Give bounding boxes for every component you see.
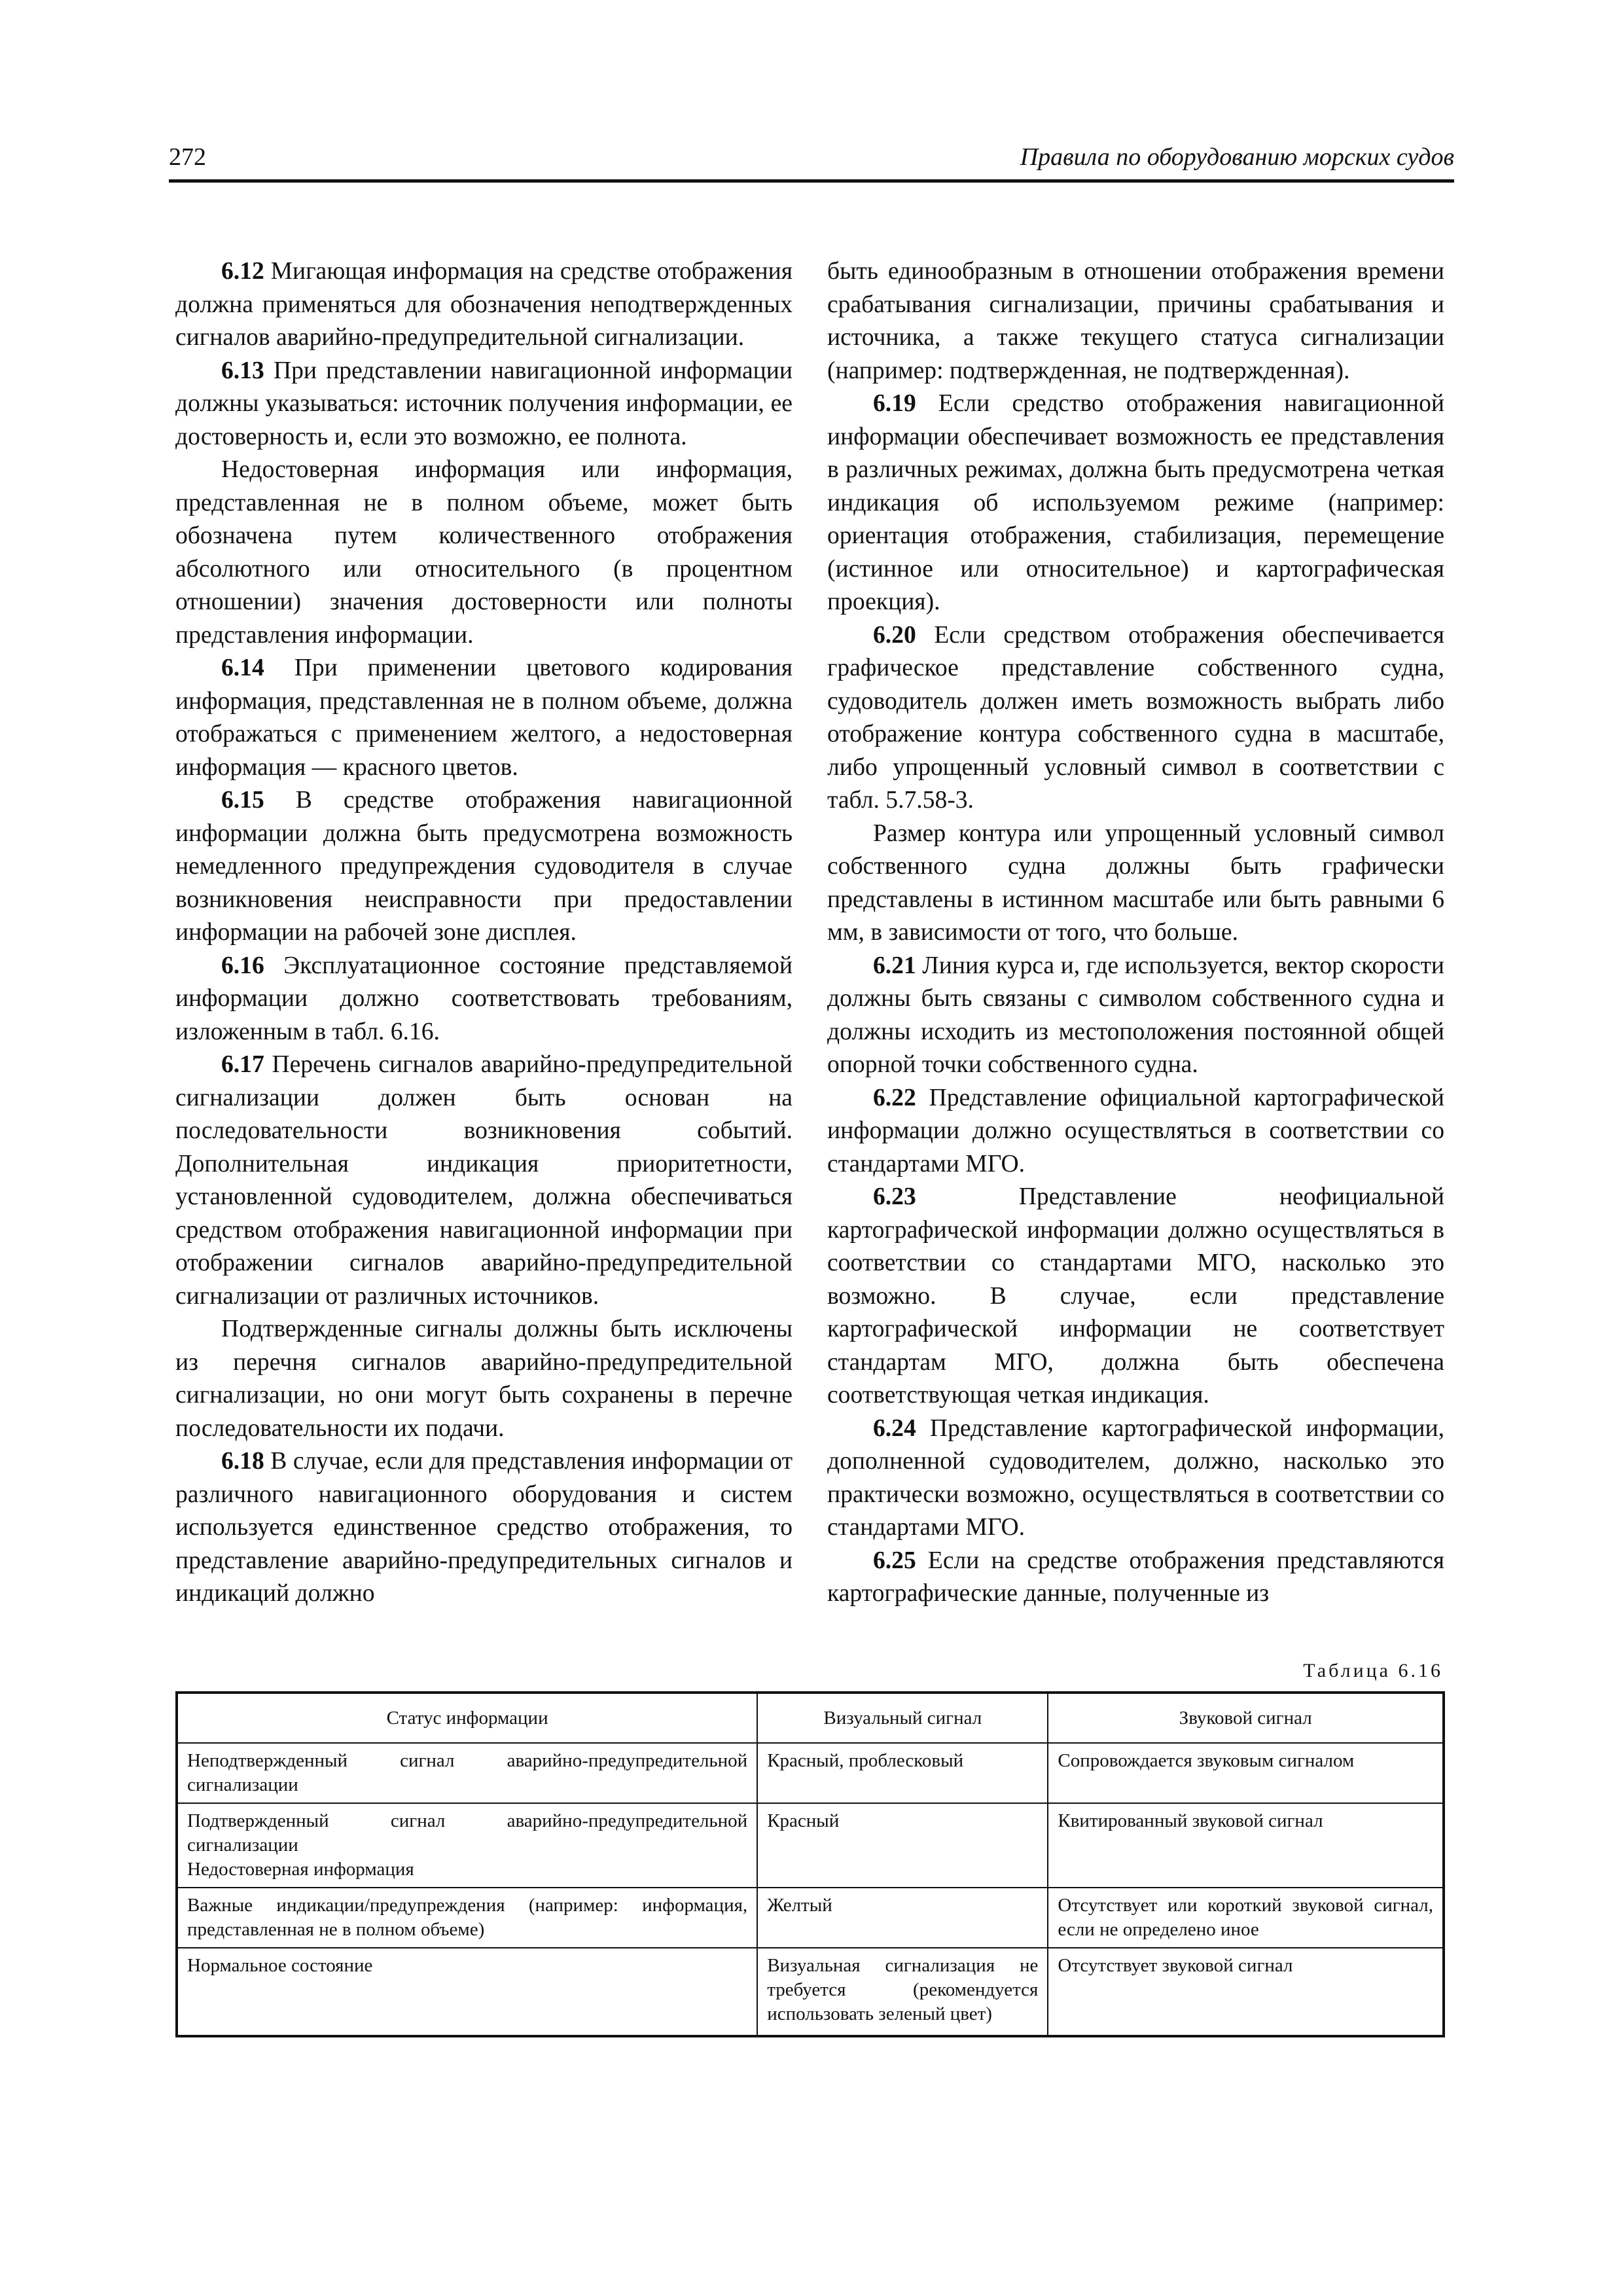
paragraph-text: В средстве отображения навигационной информации должна быть предусмотрена возможность немедленного предупреждения судоводителя в случае возникновения неисправности при предоставлении информации на рабочей зоне дисплея. [175,787,793,946]
clause-number: 6.24 [873,1414,916,1442]
paragraph-text: Представление картографической информации, дополненной судоводителем, должно, насколько это практически возможно, осуществляться в соответствии со стандартами МГО. [827,1414,1444,1541]
page-header [169,143,1454,183]
right-column [827,255,1444,1611]
clause-number: 6.18 [221,1448,264,1475]
paragraph [175,1445,793,1611]
clause-number: 6.20 [873,621,916,649]
paragraph [827,1412,1444,1545]
table-header-row [177,1693,1444,1743]
paragraph [827,1545,1444,1611]
clause-number: 6.19 [873,390,916,417]
clause-number: 6.23 [873,1183,916,1210]
paragraph-text: Представление неофициальной картографической информации должно осуществляться в соответствии со стандартами МГО, насколько это возможно. В случае, если представление картографической информации не соответствует стандартам МГО, должна быть обеспечена соответствующая четкая индикация. [827,1183,1444,1408]
paragraph-text: Мигающая информация на средстве отображения должна применяться для обозначения неподтвержденных сигналов аварийно-предупредительной сигнализации. [175,258,793,351]
clause-number: 6.16 [221,952,264,979]
paragraph [175,1313,793,1445]
status-table [175,1691,1445,2037]
column-header: Звуковой сигнал [1048,1693,1444,1743]
paragraph [827,1082,1444,1181]
table-cell: Красный, проблесковый [757,1743,1048,1803]
table-row [177,1888,1444,1948]
page-number: 272 [169,143,206,171]
clause-number: 6.12 [221,258,264,285]
table-row [177,1743,1444,1803]
table-cell: Сопровождается звуковым сигналом [1048,1743,1444,1803]
paragraph-text: Размер контура или упрощенный условный символ собственного судна должны быть графически представлены в истинном масштабе или быть равными 6 мм, в зависимости от того, что больше. [827,819,1444,946]
paragraph [175,454,793,652]
clause-number: 6.14 [221,655,264,681]
paragraph-text: При применении цветового кодирования информация, представленная не в полном объеме, должна отображаться с применением желтого, а недостоверная информация — красного цветов. [175,655,793,781]
table-cell: Визуальная сигнализация не требуется (рекомендуется использовать зеленый цвет) [757,1948,1048,2036]
left-column [175,255,793,1611]
paragraph [175,355,793,454]
paragraph [827,950,1444,1082]
running-title: Правила по оборудованию морских судов [1020,143,1454,171]
table-cell: Отсутствует или короткий звуковой сигнал, если не определено иное [1048,1888,1444,1948]
clause-number: 6.15 [221,787,264,814]
clause-number: 6.22 [873,1084,916,1111]
paragraph-text: Эксплуатационное состояние представляемой информации должно соответствовать требованиям, изложенным в табл. 6.16. [175,952,793,1045]
table-caption: Таблица 6.16 [1303,1660,1443,1681]
paragraph [827,387,1444,619]
table-cell: Желтый [757,1888,1048,1948]
table-cell: Квитированный звуковой сигнал [1048,1803,1444,1888]
paragraph [827,817,1444,950]
paragraph [175,1049,793,1313]
paragraph-text: Подтвержденные сигналы должны быть исключены из перечня сигналов аварийно-предупредительной сигнализации, но они могут быть сохранены в перечне последовательности их подачи. [175,1316,793,1442]
table-cell: Подтвержденный сигнал аварийно-предупредительной сигнализации Недостоверная информация [177,1803,757,1888]
paragraph-text: Если средством отображения обеспечивается графическое представление собственного судна, судоводитель должен иметь возможность выбрать либо отображение контура собственного судна в масштабе, либо упрощенный условный символ в соответствии с табл. 5.7.58-3. [827,621,1444,814]
column-header: Визуальный сигнал [757,1693,1048,1743]
paragraph [175,652,793,784]
table-cell: Неподтвержденный сигнал аварийно-предупредительной сигнализации [177,1743,757,1803]
paragraph [175,950,793,1049]
column-header: Статус информации [177,1693,757,1743]
paragraph [827,255,1444,387]
table-row [177,1803,1444,1888]
clause-number: 6.13 [221,357,264,384]
paragraph-text: При представлении навигационной информации должны указываться: источник получения информации, ее достоверность и, если это возможно, ее полнота. [175,357,793,450]
table-row [177,1948,1444,2036]
paragraph-text: В случае, если для представления информации от различного навигационного оборудования и систем используется единственное средство отображения, то представление аварийно-предупредительных сигналов и индикаций должно [175,1448,793,1607]
paragraph [827,619,1444,817]
paragraph-text: Представление официальной картографической информации должно осуществляться в соответствии со стандартами МГО. [827,1084,1444,1177]
clause-number: 6.25 [873,1547,916,1574]
paragraph-text: Если средство отображения навигационной информации обеспечивает возможность ее представления в различных режимах, должна быть предусмотрена четкая индикация об используемом режиме (например: ориентация отображения, стабилизация, перемещение (истинное или относительное) и картографическая проекция). [827,390,1444,615]
paragraph-text: Линия курса и, где используется, вектор скорости должны быть связаны с символом собственного судна и должны исходить из местоположения постоянной общей опорной точки собственного судна. [827,952,1444,1078]
paragraph-text: быть единообразным в отношении отображения времени срабатывания сигнализации, причины срабатывания и источника, а также текущего статуса сигнализации (например: подтвержденная, не подтвержденная). [827,258,1444,384]
paragraph [827,1181,1444,1412]
paragraph [175,255,793,355]
table-cell: Нормальное состояние [177,1948,757,2036]
paragraph [175,784,793,950]
paragraph-text: Недостоверная информация или информация, представленная не в полном объеме, может быть обозначена путем количественного отображения абсолютного или относительного (в процентном отношении) значения достоверности или полноты представления информации. [175,456,793,649]
paragraph-text: Если на средстве отображения представляются картографические данные, полученные из [827,1547,1444,1607]
table-cell: Красный [757,1803,1048,1888]
table-cell: Важные индикации/предупреждения (например: информация, представленная не в полном объеме) [177,1888,757,1948]
clause-number: 6.21 [873,952,916,979]
table-cell: Отсутствует звуковой сигнал [1048,1948,1444,2036]
clause-number: 6.17 [221,1051,264,1078]
paragraph-text: Перечень сигналов аварийно-предупредительной сигнализации должен быть основан на последовательности возникновения событий. Дополнительная индикация приоритетности, установленной судоводителем, должна обеспечиваться средством отображения навигационной информации при отображении сигналов аварийно-предупредительной сигнализации от различных источников. [175,1051,793,1310]
